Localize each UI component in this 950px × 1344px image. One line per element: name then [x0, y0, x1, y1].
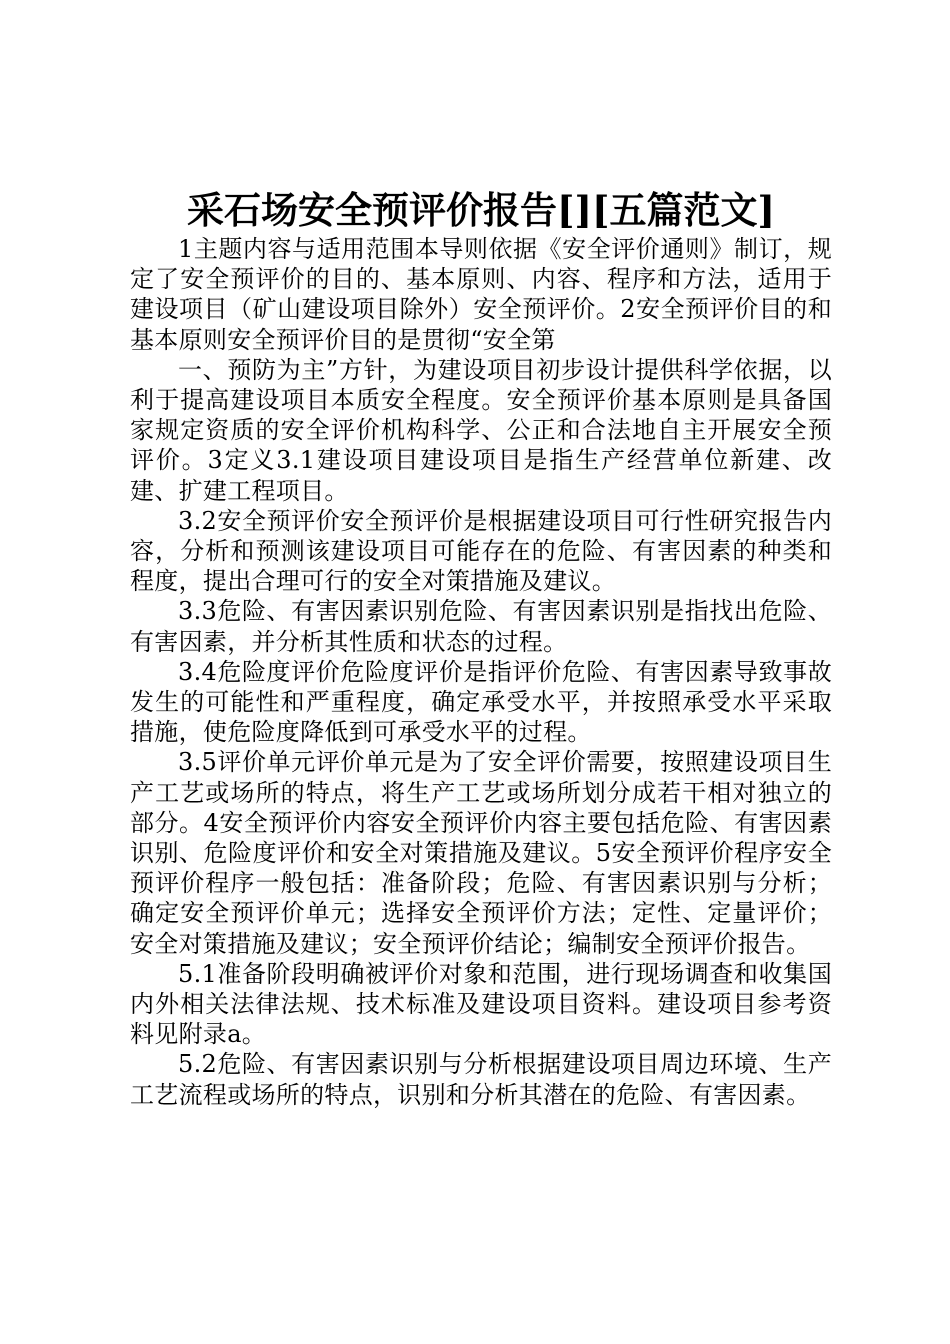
document-page	[130, 186, 832, 1110]
paragraph-7: 5.1准备阶段明确被评价对象和范围，进行现场调查和收集国内外相关法律法规、技术标准及建设项目资料。建设项目参考资料见附录a。	[130, 959, 832, 1049]
paragraph-4: 3.3危险、有害因素识别危险、有害因素识别是指找出危险、有害因素，并分析其性质和状态的过程。	[130, 597, 832, 656]
paragraph-6: 3.5评价单元评价单元是为了安全评价需要，按照建设项目生产工艺或场所的特点，将生产工艺或场所划分成若干相对独立的部分。4安全预评价内容安全预评价内容主要包括危险、有害因素识别、危险度评价和安全对策措施及建议。5安全预评价程序安全预评价程序一般包括：准备阶段；危险、有害因素识别与分析；确定安全预评价单元；选择安全预评价方法；定性、定量评价；安全对策措施及建议；安全预评价结论；编制安全预评价报告。	[130, 748, 832, 958]
paragraph-5: 3.4危险度评价危险度评价是指评价危险、有害因素导致事故发生的可能性和严重程度，确定承受水平，并按照承受水平采取措施，使危险度降低到可承受水平的过程。	[130, 657, 832, 747]
paragraph-8: 5.2危险、有害因素识别与分析根据建设项目周边环境、生产工艺流程或场所的特点，识别和分析其潜在的危险、有害因素。	[130, 1050, 832, 1109]
document-title: 采石场安全预评价报告[][五篇范文]	[186, 188, 776, 232]
paragraph-3: 3.2安全预评价安全预评价是根据建设项目可行性研究报告内容，分析和预测该建设项目可能存在的危险、有害因素的种类和程度，提出合理可行的安全对策措施及建议。	[130, 506, 832, 596]
paragraph-1: 1主题内容与适用范围本导则依据《安全评价通则》制订，规定了安全预评价的目的、基本原则、内容、程序和方法，适用于建设项目（矿山建设项目除外）安全预评价。2安全预评价目的和基本原则安全预评价目的是贯彻“安全第	[130, 235, 832, 354]
paragraph-2: 一、预防为主”方针，为建设项目初步设计提供科学依据，以利于提高建设项目本质安全程度。安全预评价基本原则是具备国家规定资质的安全评价机构科学、公正和合法地自主开展安全预评价。3定义3.1建设项目建设项目是指生产经营单位新建、改建、扩建工程项目。	[130, 355, 832, 505]
document-body	[130, 234, 832, 1110]
